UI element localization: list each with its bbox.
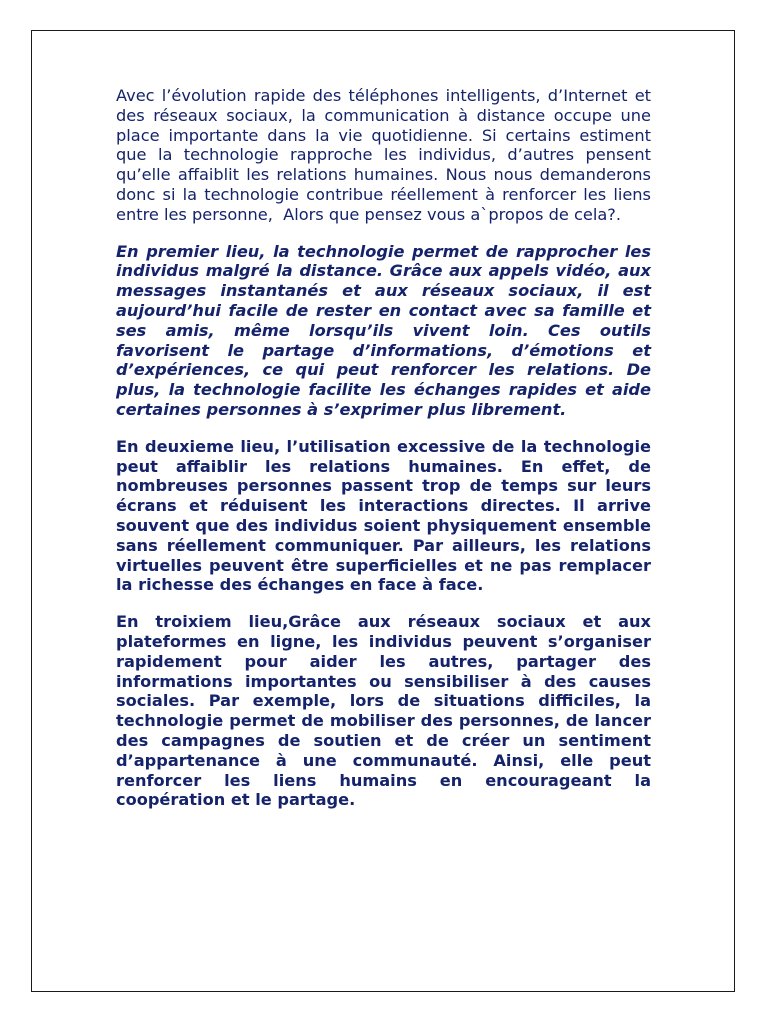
third-argument-paragraph: En troixiem lieu,Grâce aux réseaux sociaux et aux plateformes en ligne, les individus peuvent s’organiser rapidement pour aider les autres, partager des informations importantes ou sensibiliser à des causes sociales. Par exemple, lors de situations difficiles, la technologie permet de mobiliser des personnes, de lancer des campagnes de soutien et de créer un sentiment d’appartenance à une communauté. Ainsi, elle peut renforcer les liens humains en encourageant la coopération et le partage. [116, 612, 657, 810]
introduction-paragraph: Avec l’évolution rapide des téléphones intelligents, d’Internet et des réseaux sociaux, la communication à distance occupe une place importante dans la vie quotidienne. Si certains estiment que la technologie rapproche les individus, d’autres pensent qu’elle affaiblit les relations humaines. Nous nous demanderons donc si la technologie contribue réellement à renforcer les liens entre les personne, Alors que pensez vous a`propos de cela?. [116, 86, 657, 224]
second-argument-paragraph: En deuxieme lieu, l’utilisation excessive de la technologie peut affaiblir les relations humaines. En effet, de nombreuses personnes passent trop de temps sur leurs écrans et réduisent les interactions directes. Il arrive souvent que des individus soient physiquement ensemble sans réellement communiquer. Par ailleurs, les relations virtuelles peuvent être superficielles et ne pas remplacer la richesse des échanges en face à face. [116, 436, 657, 595]
document-body [116, 86, 657, 827]
first-argument-paragraph: En premier lieu, la technologie permet de rapprocher les individus malgré la distance. Grâce aux appels vidéo, aux messages instantanés et aux réseaux sociaux, il est aujourd’hui facile de rester en contact avec sa famille et ses amis, même lorsqu’ils vivent loin. Ces outils favorisent le partage d’informations, d’émotions et d’expériences, ce qui peut renforcer les relations. De plus, la technologie facilite les échanges rapides et aide certaines personnes à s’exprimer plus librement. [116, 241, 657, 419]
